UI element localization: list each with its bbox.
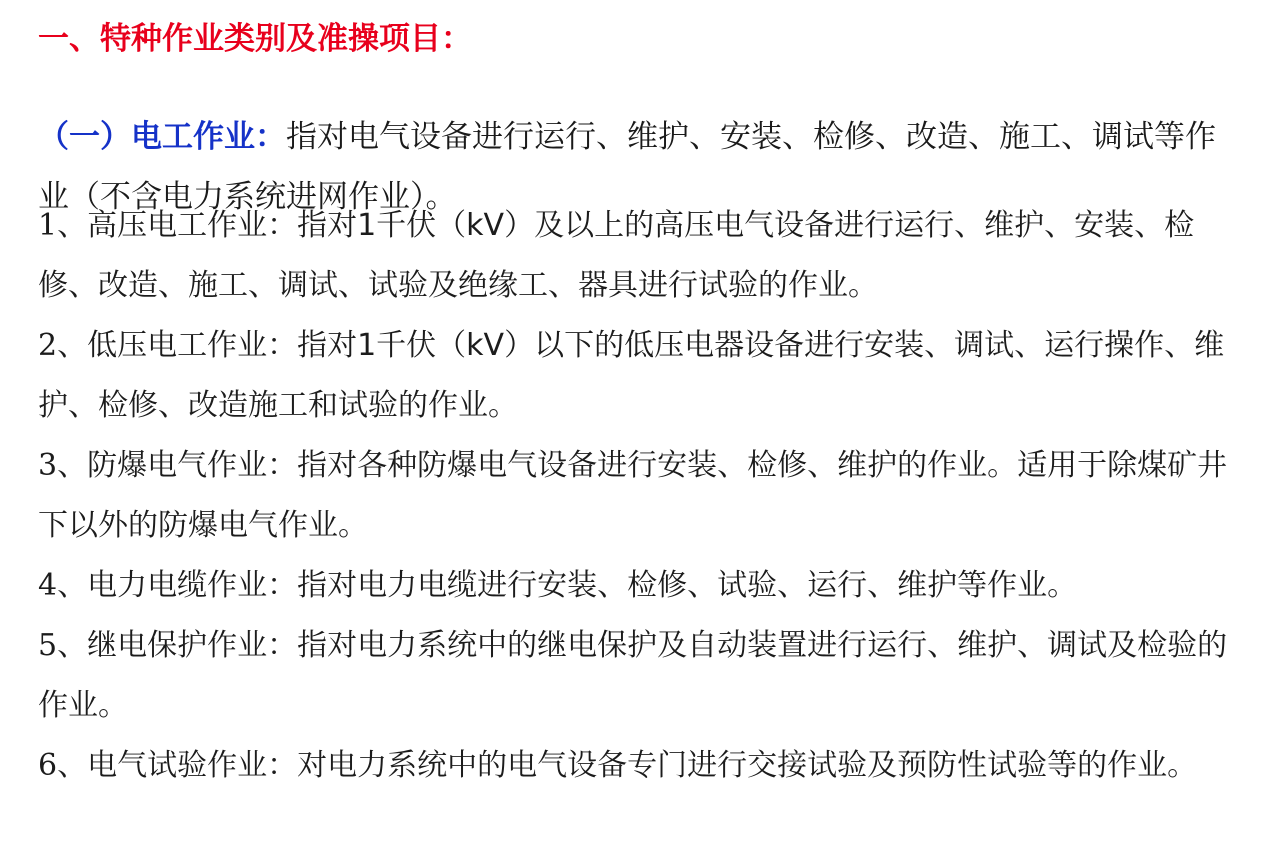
- page-heading: 一、特种作业类别及准操项目：: [38, 21, 472, 57]
- item-text: 对电力系统中的电气设备专门进行交接试验及预防性试验等的作业。: [297, 748, 1198, 783]
- section-lead: （一）电工作业：: [38, 119, 286, 155]
- item-number: 1、: [38, 208, 88, 243]
- item-number: 5、: [38, 628, 88, 663]
- item-text: 指对电力系统中的继电保护及自动装置进行运行、维护、调试及检验的作业。: [38, 628, 1228, 723]
- item-number: 3、: [38, 448, 88, 483]
- item-number: 4、: [38, 568, 88, 603]
- item-text: 指对各种防爆电气设备进行安装、检修、维护的作业。适用于除煤矿井下以外的防爆电气作业。: [38, 448, 1228, 543]
- item-label: 继电保护作业：: [87, 628, 298, 663]
- item-label: 高压电工作业：: [87, 208, 298, 243]
- item-text: 指对电力电缆进行安装、检修、试验、运行、维护等作业。: [297, 568, 1078, 603]
- section-description: 指对电气设备进行运行、维护、安装、检修、改造、施工、调试等作业（不含电力系统进网作业）。: [38, 119, 1216, 215]
- item-text: 指对1千伏（kV）及以上的高压电气设备进行运行、维护、安装、检修、改造、施工、调试、试验及绝缘工、器具进行试验的作业。: [38, 208, 1195, 303]
- item-list: [38, 196, 1243, 796]
- list-item: [38, 616, 1243, 736]
- list-item: [38, 556, 1243, 616]
- item-label: 防爆电气作业：: [87, 448, 298, 483]
- item-number: 6、: [38, 748, 88, 783]
- list-item: [38, 436, 1243, 556]
- item-text: 指对1千伏（kV）以下的低压电器设备进行安装、调试、运行操作、维护、检修、改造施工和试验的作业。: [38, 328, 1225, 423]
- item-number: 2、: [38, 328, 88, 363]
- list-item: [38, 736, 1243, 796]
- list-item: [38, 316, 1243, 436]
- item-label: 电力电缆作业：: [87, 568, 298, 603]
- item-label: 电气试验作业：: [87, 748, 298, 783]
- list-item: [38, 196, 1243, 316]
- item-label: 低压电工作业：: [87, 328, 298, 363]
